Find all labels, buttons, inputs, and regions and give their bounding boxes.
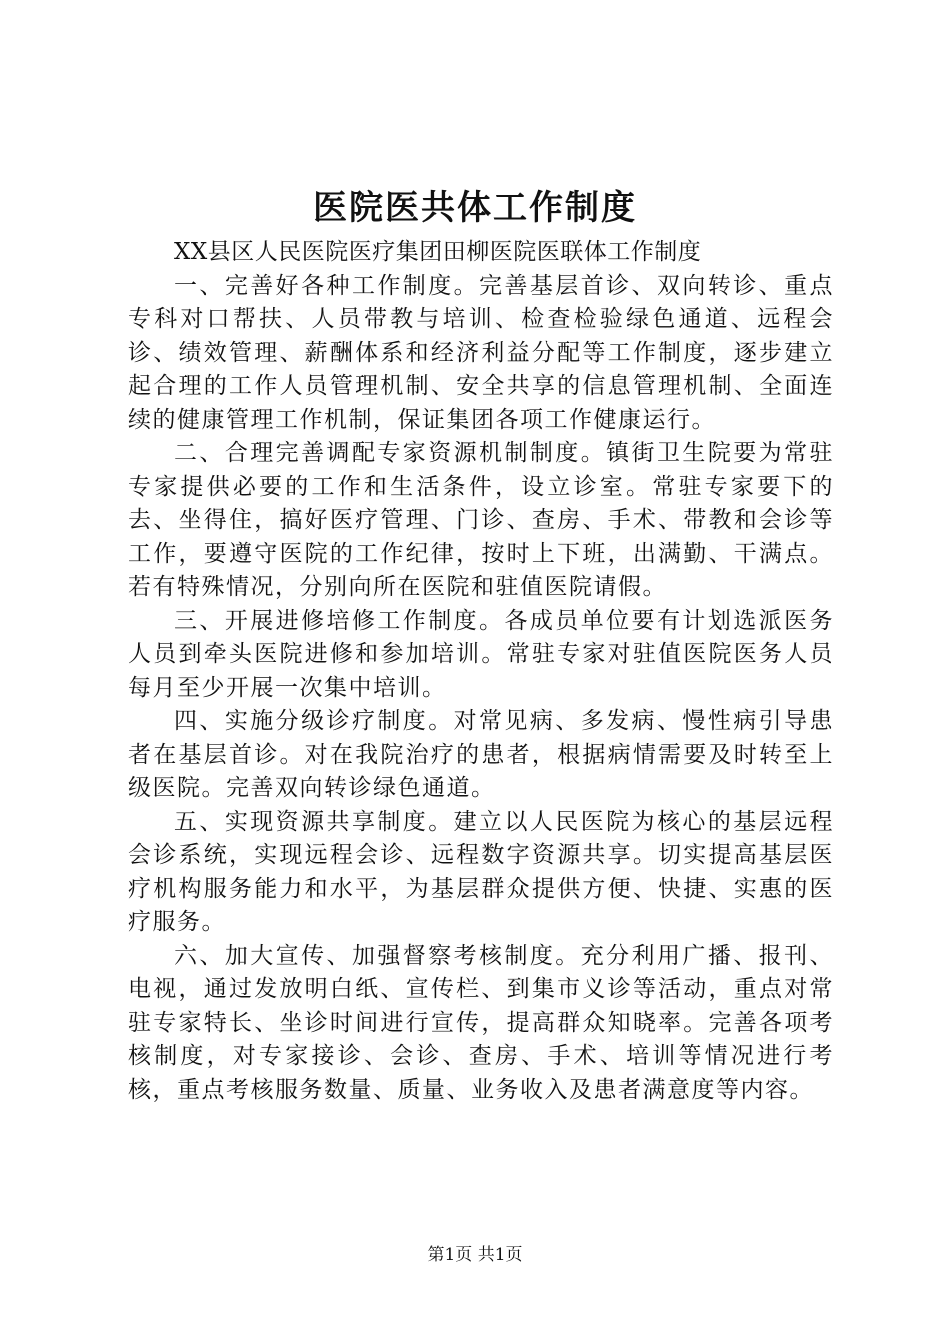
body-paragraph-2: 二、合理完善调配专家资源机制制度。镇街卫生院要为常驻专家提供必要的工作和生活条件，设立诊室。常驻专家要下的去、坐得住，搞好医疗管理、门诊、查房、手术、带教和会诊等工作，要遵守医院的工作纪律，按时上下班，出满勤、干满点。若有特殊情况，分别向所在医院和驻值医院请假。 xyxy=(128,440,834,600)
body-paragraph-1: 一、完善好各种工作制度。完善基层首诊、双向转诊、重点专科对口帮扶、人员带教与培训、检查检验绿色通道、远程会诊、绩效管理、薪酬体系和经济利益分配等工作制度，逐步建立起合理的工作人员管理机制、安全共享的信息管理机制、全面连续的健康管理工作机制，保证集团各项工作健康运行。 xyxy=(128,272,834,433)
body-paragraph-6: 六、加大宣传、加强督察考核制度。充分利用广播、报刊、电视，通过发放明白纸、宣传栏、到集市义诊等活动，重点对常驻专家特长、坐诊时间进行宣传，提高群众知晓率。完善各项考核制度，对专家接诊、会诊、查房、手术、培训等情况进行考核，重点考核服务数量、质量、业务收入及患者满意度等内容。 xyxy=(128,942,834,1103)
body-paragraph-4: 四、实施分级诊疗制度。对常见病、多发病、慢性病引导患者在基层首诊。对在我院治疗的患者，根据病情需要及时转至上级医院。完善双向转诊绿色通道。 xyxy=(128,708,834,801)
document-title: 医院医共体工作制度 xyxy=(313,188,637,228)
document-body xyxy=(128,236,834,1107)
document-subtitle-paragraph: XX县区人民医院医疗集团田柳医院医联体工作制度 xyxy=(174,239,702,265)
page-number-footer: 第1页 共1页 xyxy=(427,1245,523,1265)
body-paragraph-3: 三、开展进修培修工作制度。各成员单位要有计划选派医务人员到牵头医院进修和参加培训。常驻专家对驻值医院医务人员每月至少开展一次集中培训。 xyxy=(128,607,834,701)
body-paragraph-5: 五、实现资源共享制度。建立以人民医院为核心的基层远程会诊系统，实现远程会诊、远程数字资源共享。切实提高基层医疗机构服务能力和水平，为基层群众提供方便、快捷、实惠的医疗服务。 xyxy=(128,808,834,935)
